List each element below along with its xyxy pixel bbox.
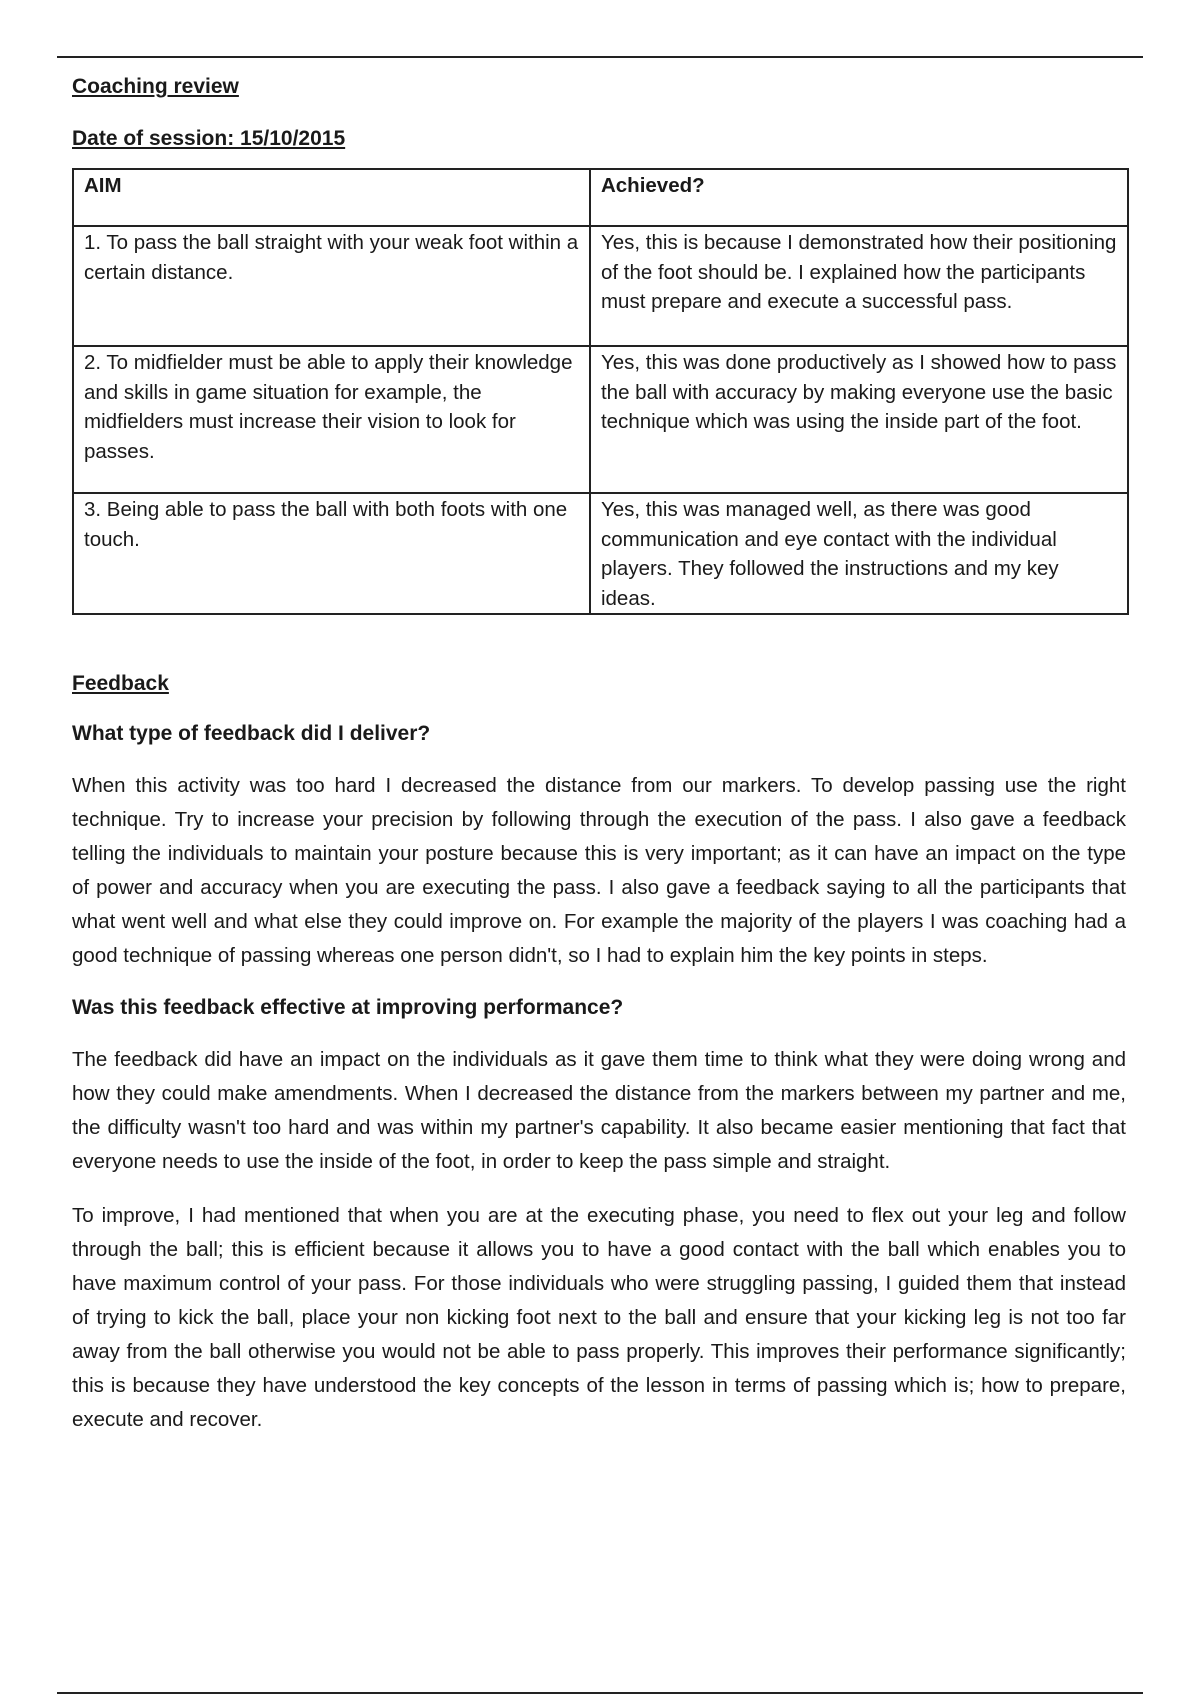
header-aim: AIM xyxy=(73,169,590,226)
answer-feedback-effective: The feedback did have an impact on the individuals as it gave them time to think what they were doing wrong and how they could make amendments. When I decreased the distance from the markers between my partner and me, the difficulty wasn't too hard and was within my partner's capability. It also became easier mentioning that fact that everyone needs to use the inside of the foot, in order to keep the pass simple and straight. xyxy=(72,1048,1126,1173)
aim-cell: 1. To pass the ball straight with your weak foot within a certain distance. xyxy=(73,226,590,346)
table-row xyxy=(73,346,1128,493)
aim-cell: 2. To midfielder must be able to apply their knowledge and skills in game situation for example, the midfielders must increase their vision to look for passes. xyxy=(73,346,590,493)
question-feedback-type: What type of feedback did I deliver? xyxy=(72,722,431,745)
session-date: Date of session: 15/10/2015 xyxy=(72,127,346,150)
table-row xyxy=(73,493,1128,614)
header-achieved: Achieved? xyxy=(590,169,1128,226)
answer-improvement: To improve, I had mentioned that when you are at the executing phase, you need to flex out your leg and follow through the ball; this is efficient because it allows you to have a good contact with the ball which enables you to have maximum control of your pass. For those individuals who were struggling passing, I guided them that instead of trying to kick the ball, place your non kicking foot next to the ball and ensure that your kicking leg is not too far away from the ball otherwise you would not be able to pass properly. This improves their performance significantly; this is because they have understood the key concepts of the lesson in terms of passing which is; how to prepare, execute and recover. xyxy=(72,1204,1126,1431)
table-row xyxy=(73,226,1128,346)
document-body xyxy=(72,72,1128,1437)
question-feedback-effective: Was this feedback effective at improving performance? xyxy=(72,996,624,1019)
aims-table xyxy=(72,168,1129,615)
footer-rule xyxy=(57,1692,1143,1694)
table-header-row xyxy=(73,169,1128,226)
document-title: Coaching review xyxy=(72,75,239,98)
header-rule xyxy=(57,56,1143,58)
achieved-cell: Yes, this was managed well, as there was good communication and eye contact with the individual players. They followed the instructions and my key ideas. xyxy=(590,493,1128,614)
answer-feedback-type: When this activity was too hard I decreased the distance from our markers. To develop passing use the right technique. Try to increase your precision by following through the execution of the pass. I also gave a feedback telling the individuals to maintain your posture because this is very important; as it can have an impact on the type of power and accuracy when you are executing the pass. I also gave a feedback saying to all the participants that what went well and what else they could improve on. For example the majority of the players I was coaching had a good technique of passing whereas one person didn't, so I had to explain him the key points in steps. xyxy=(72,774,1126,967)
aim-cell: 3. Being able to pass the ball with both foots with one touch. xyxy=(73,493,590,614)
achieved-cell: Yes, this is because I demonstrated how their positioning of the foot should be. I explained how the participants must prepare and execute a successful pass. xyxy=(590,226,1128,346)
feedback-heading: Feedback xyxy=(72,672,169,695)
achieved-cell: Yes, this was done productively as I showed how to pass the ball with accuracy by making everyone use the basic technique which was using the inside part of the foot. xyxy=(590,346,1128,493)
